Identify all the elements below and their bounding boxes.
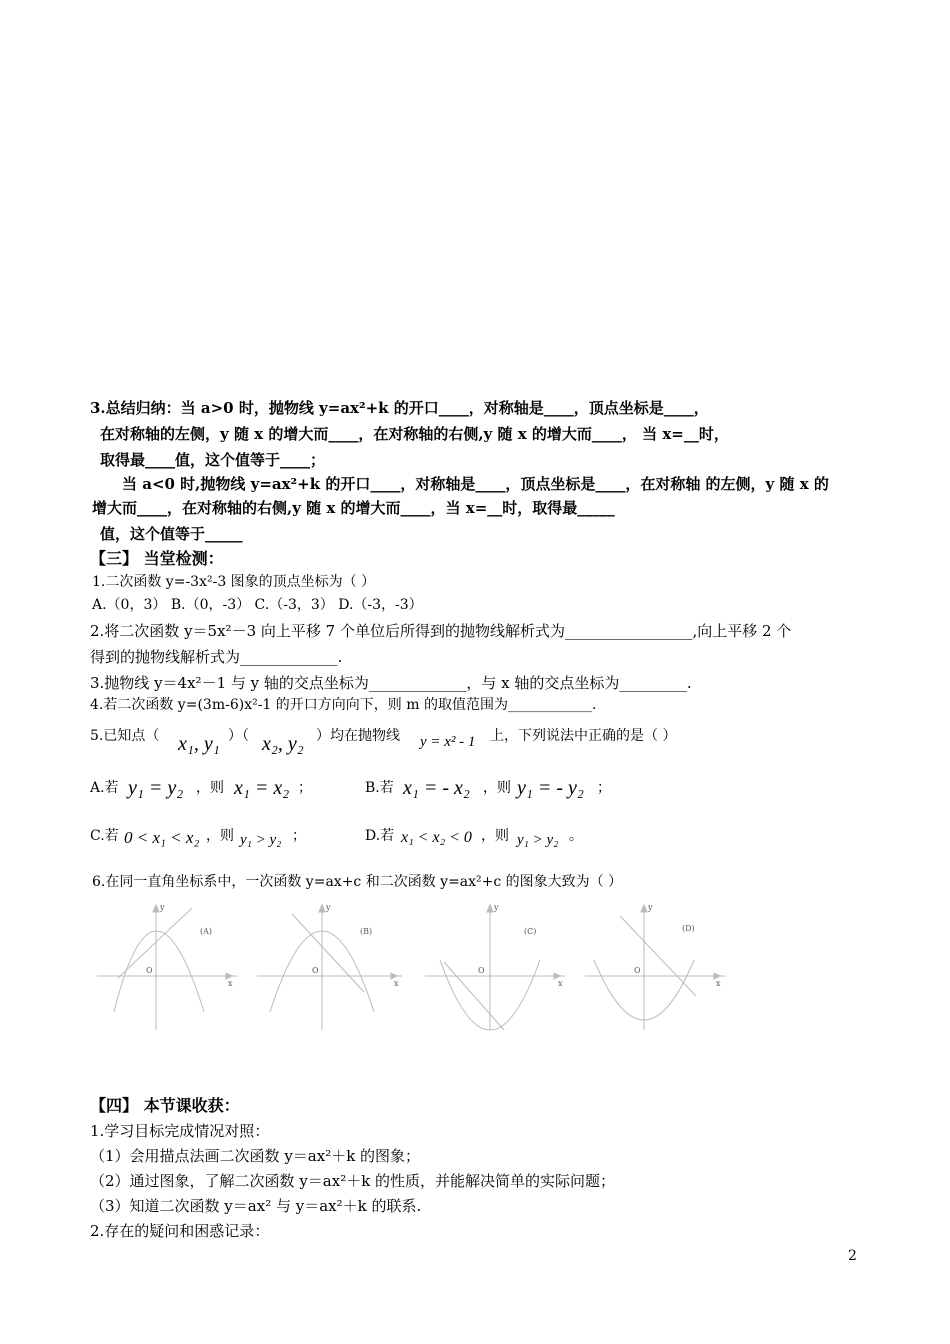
q5-mid: ）（: [228, 728, 249, 744]
svg-text:y: y: [326, 903, 331, 912]
svg-text:y: y: [648, 903, 653, 912]
summary-line-5: 增大而____，在对称轴的右侧,y 随 x 的增大而____，当 x=__时，取得最_____: [92, 499, 615, 517]
section-3-title: 【三】 当堂检测：: [90, 549, 224, 568]
svg-text:x: x: [558, 979, 563, 988]
svg-text:O: O: [312, 966, 319, 975]
q5-point-2: x₂, y₂: [262, 733, 304, 755]
svg-text:(C): (C): [524, 927, 537, 936]
summary-line-6: 值，这个值等于_____: [100, 525, 243, 543]
svg-text:y: y: [494, 903, 499, 912]
section-4-title: 【四】 本节课收获：: [90, 1096, 240, 1115]
section-4-item-1: 1.学习目标完成情况对照：: [90, 1122, 270, 1140]
page-number: 2: [848, 1248, 857, 1264]
question-1: 1.二次函数 y=-3x²-3 图象的顶点坐标为（ ）: [92, 574, 376, 590]
svg-text:x: x: [716, 979, 721, 988]
section-4-sub-2: （2）通过图象，了解二次函数 y＝ax²＋k 的性质，并能解决简单的实际问题；: [90, 1172, 616, 1190]
graph-a-label: (A): [200, 927, 213, 936]
svg-text:(D): (D): [682, 924, 695, 933]
graph-c: [420, 900, 580, 1035]
section-4-item-2: 2.存在的疑问和困惑记录：: [90, 1222, 270, 1240]
svg-text:(B): (B): [360, 927, 373, 936]
summary-line-2: 在对称轴的左侧，y 随 x 的增大而____，在对称轴的右侧,y 随 x 的增大而____， 当 x=__时，: [100, 425, 729, 443]
q5-after: ）均在抛物线: [316, 728, 400, 744]
question-3: 3.抛物线 y＝4x²－1 与 y 轴的交点坐标为_____________，与 x 轴的交点坐标为_________.: [90, 674, 692, 692]
q5-end: 上，下列说法中正确的是（ ）: [490, 728, 677, 744]
graph-b: [252, 900, 412, 1035]
svg-text:O: O: [478, 966, 485, 975]
summary-line-4: 当 a<0 时,抛物线 y=ax²+k 的开口____，对称轴是____，顶点坐标是____，在对称轴 的左侧，y 随 x 的: [122, 475, 829, 493]
graph-a-origin: O: [146, 966, 153, 975]
section-4-sub-3: （3）知道二次函数 y＝ax² 与 y＝ax²＋k 的联系.: [90, 1197, 422, 1215]
section-4-sub-1: （1）会用描点法画二次函数 y＝ax²＋k 的图象；: [90, 1147, 421, 1165]
summary-line-3: 取得最____值，这个值等于____；: [100, 451, 326, 469]
question-1-options: A.（0，3） B.（0，-3） C.（-3，3） D.（-3，-3）: [92, 597, 423, 613]
question-2-line-2: 得到的抛物线解析式为_____________.: [90, 648, 343, 666]
graph-a: [92, 900, 252, 1035]
graph-a-y-label: y: [160, 903, 165, 912]
svg-text:x: x: [394, 979, 399, 988]
question-2-line-1: 2.将二次函数 y＝5x²－3 向上平移 7 个单位后所得到的抛物线解析式为_________________,向上平移 2 个: [90, 622, 792, 640]
summary-line-1: 3.总结归纳：当 a>0 时，抛物线 y=ax²+k 的开口____，对称轴是____，顶点坐标是____，: [90, 399, 709, 417]
q5-curve: y = x² - 1: [420, 734, 476, 750]
question-4: 4.若二次函数 y=(3m-6)x²-1 的开口方向向下，则 m 的取值范围为____________.: [90, 697, 597, 713]
question-6: 6.在同一直角坐标系中，一次函数 y=ax+c 和二次函数 y=ax²+c 的图象大致为（ ）: [92, 874, 623, 890]
svg-text:O: O: [634, 966, 641, 975]
q5-text: 5.已知点（: [90, 728, 160, 744]
q5-point-1: x₁, y₁: [178, 733, 220, 755]
graph-d: [580, 900, 740, 1035]
graph-a-x-label: x: [228, 979, 233, 988]
